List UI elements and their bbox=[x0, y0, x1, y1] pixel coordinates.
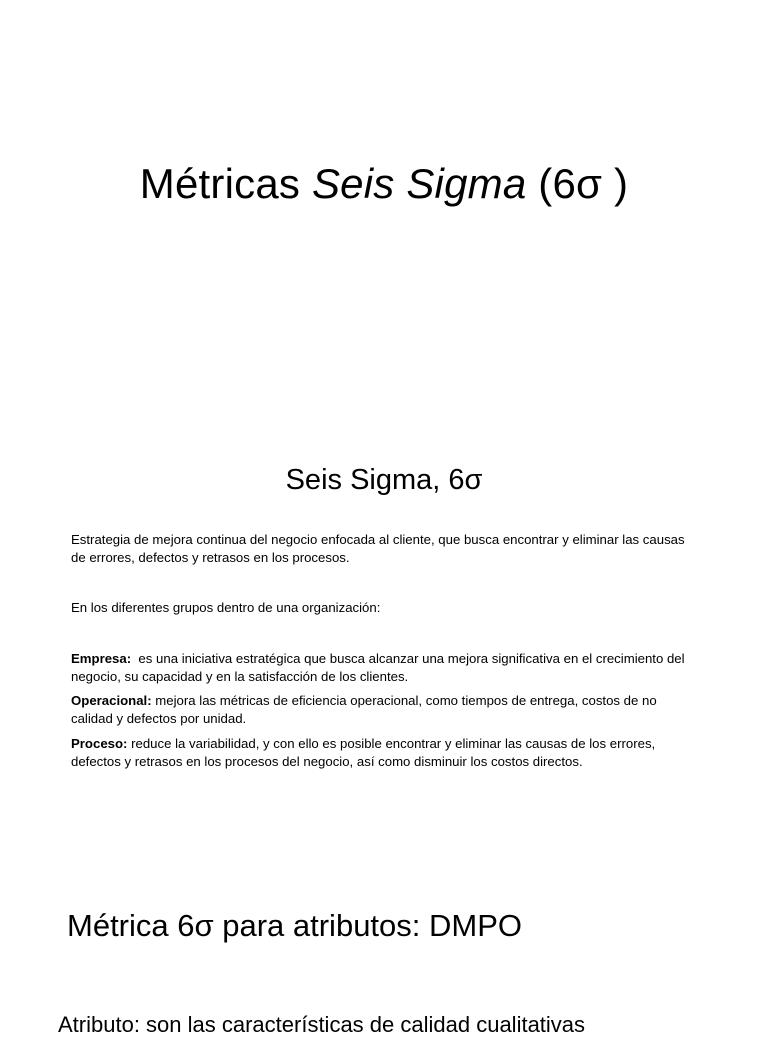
groups-lead-paragraph: En los diferentes grupos dentro de una organización: bbox=[71, 600, 381, 615]
empresa-paragraph bbox=[71, 650, 701, 686]
title-suffix: (6σ ) bbox=[526, 160, 629, 207]
operacional-text: mejora las métricas de eficiencia operacional, como tiempos de entrega, costos de no calidad y defectos por unidad. bbox=[71, 693, 661, 726]
operacional-paragraph bbox=[71, 692, 701, 728]
metric-heading: Métrica 6σ para atributos: DMPO bbox=[67, 908, 523, 943]
operacional-term: Operacional: bbox=[71, 693, 152, 708]
title-prefix: Métricas bbox=[139, 160, 312, 207]
proceso-text: reduce la variabilidad, y con ello es posible encontrar y eliminar las causas de los errores, defectos y retrasos en los procesos del negocio, así como disminuir los costos directos. bbox=[71, 736, 659, 769]
attribute-definition-line: Atributo: son las características de calidad cualitativas bbox=[58, 1012, 586, 1037]
intro-paragraph: Estrategia de mejora continua del negocio enfocada al cliente, que busca encontrar y eliminar las causas de errores, defectos y retrasos en los procesos. bbox=[71, 532, 685, 565]
empresa-term: Empresa: bbox=[71, 651, 132, 666]
empresa-text: es una iniciativa estratégica que busca alcanzar una mejora significativa en el crecimiento del negocio, su capacidad y en la satisfacción de los clientes. bbox=[71, 651, 689, 684]
section-heading: Seis Sigma, 6σ bbox=[285, 464, 483, 496]
proceso-paragraph bbox=[71, 735, 701, 771]
proceso-term: Proceso: bbox=[71, 736, 128, 751]
title-italic: Seis Sigma bbox=[311, 160, 527, 207]
slide-title bbox=[0, 160, 768, 208]
